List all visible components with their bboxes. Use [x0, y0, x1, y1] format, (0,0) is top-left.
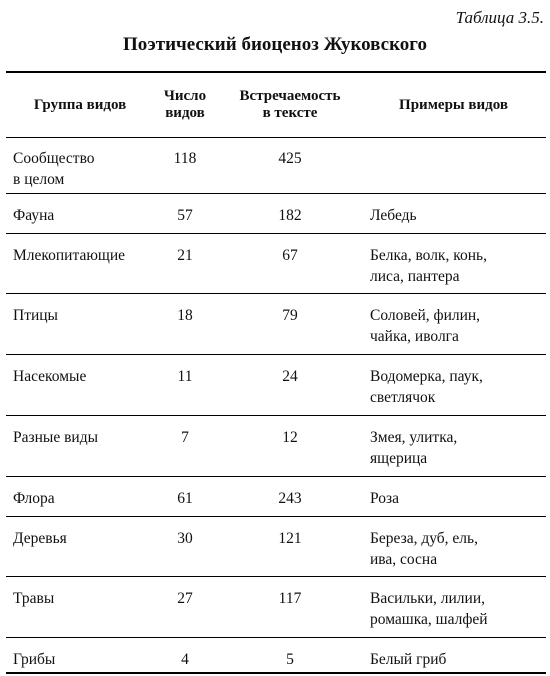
table-row — [6, 137, 546, 194]
header-occurrence-label — [240, 88, 341, 122]
cell-examples: Белый гриб — [370, 651, 447, 668]
table-row — [6, 577, 546, 638]
table-caption: Таблица 3.5. — [455, 8, 544, 27]
header-count-line1: Число — [163, 88, 207, 104]
cell-occurrence: 117 — [278, 590, 302, 607]
cell-group: Птицы — [13, 307, 58, 324]
cell-occurrence: 425 — [278, 150, 302, 167]
header-count-line2: видов — [165, 105, 205, 121]
table-header — [6, 73, 546, 138]
cell-group: Фауна — [13, 207, 55, 224]
table-row — [6, 517, 546, 577]
cell-count: 27 — [177, 590, 193, 607]
cell-count: 30 — [177, 530, 193, 547]
cell-count: 7 — [181, 429, 189, 446]
table-row — [6, 234, 546, 294]
header-count — [154, 73, 216, 137]
cell-group: Травы — [13, 590, 55, 607]
cell-group: Сообщество в целом — [13, 150, 95, 188]
cell-group: Млекопитающие — [13, 247, 126, 264]
table-row — [6, 355, 546, 416]
cell-group: Деревья — [13, 530, 67, 547]
table-row — [6, 194, 546, 234]
bottom-rule — [6, 672, 546, 674]
cell-group: Флора — [13, 490, 55, 507]
cell-examples — [370, 148, 546, 169]
cell-occurrence: 67 — [282, 247, 298, 264]
table-body — [6, 137, 546, 676]
cell-occurrence: 79 — [282, 307, 298, 324]
cell-examples: Белка, волк, конь, лиса, пантера — [370, 247, 487, 285]
cell-examples: Змея, улитка, ящерица — [370, 429, 458, 467]
cell-examples: Береза, дуб, ель, ива, сосна — [370, 530, 478, 568]
cell-occurrence: 243 — [278, 490, 302, 507]
cell-count: 57 — [177, 207, 193, 224]
header-group — [6, 73, 154, 137]
cell-count: 18 — [177, 307, 193, 324]
cell-group: Разные виды — [13, 429, 99, 446]
cell-group: Насекомые — [13, 368, 87, 385]
cell-examples: Соловей, филин, чайка, иволга — [370, 307, 481, 345]
cell-occurrence: 121 — [278, 530, 302, 547]
cell-count: 118 — [173, 150, 197, 167]
cell-examples: Лебедь — [370, 207, 417, 224]
table-row — [6, 294, 546, 355]
cell-occurrence: 12 — [282, 429, 298, 446]
cell-examples: Водомерка, паук, светлячок — [370, 368, 483, 406]
header-occurrence — [219, 73, 361, 137]
cell-occurrence: 24 — [282, 368, 298, 385]
cell-count: 4 — [181, 651, 189, 668]
table-row — [6, 638, 546, 676]
header-examples — [361, 73, 546, 137]
header-occurrence-line1: Встречаемость — [239, 88, 341, 104]
header-group-label: Группа видов — [33, 96, 127, 113]
table-title: Поэтический биоценоз Жуковского — [123, 34, 427, 55]
cell-occurrence: 182 — [278, 207, 302, 224]
cell-group: Грибы — [13, 651, 56, 668]
header-count-label — [164, 88, 206, 122]
cell-count: 11 — [177, 368, 193, 385]
cell-occurrence: 5 — [286, 651, 294, 668]
table-row — [6, 477, 546, 517]
cell-count: 21 — [177, 247, 193, 264]
table-row — [6, 416, 546, 477]
cell-examples: Роза — [370, 490, 399, 507]
header-examples-label: Примеры видов — [399, 96, 508, 113]
cell-count: 61 — [177, 490, 193, 507]
header-occurrence-line2: в тексте — [262, 105, 318, 121]
cell-examples: Васильки, лилии, ромашка, шалфей — [370, 590, 488, 628]
